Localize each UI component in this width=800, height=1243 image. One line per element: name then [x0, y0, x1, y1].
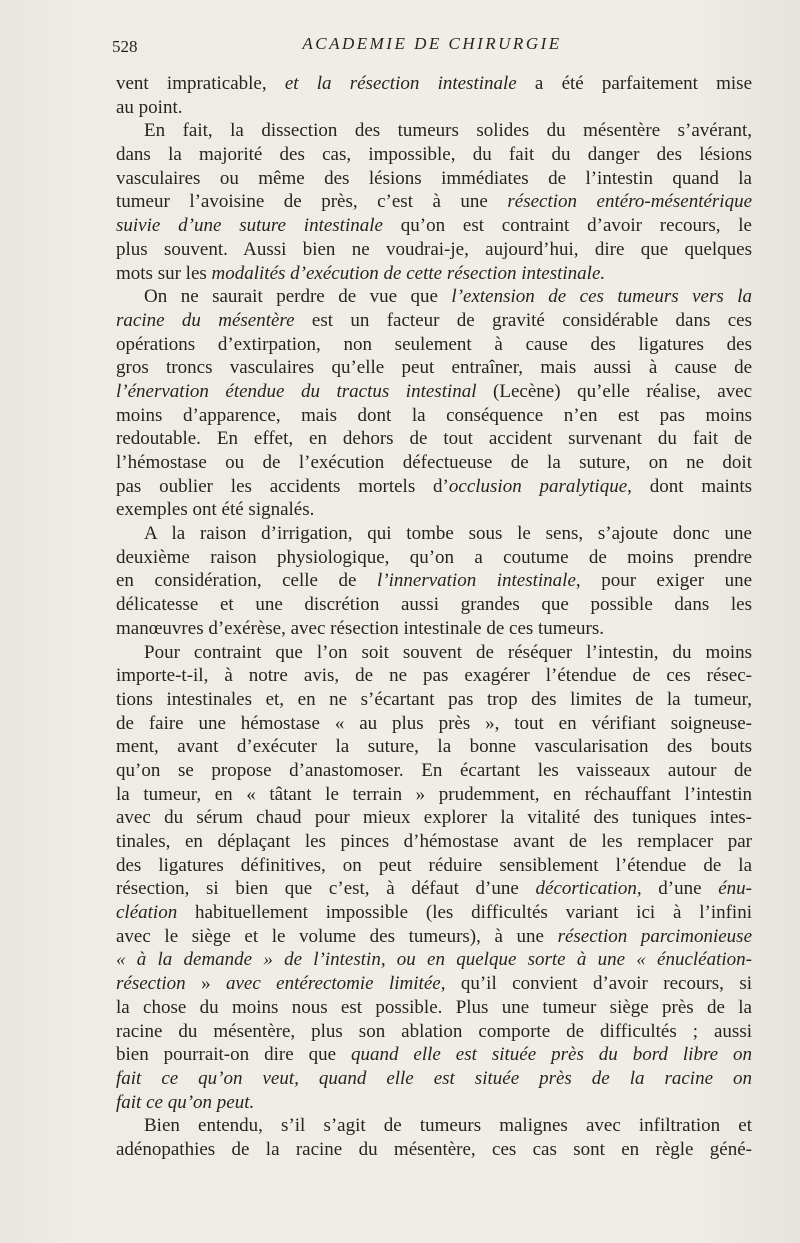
text-line [116, 475, 752, 499]
text-run: de faire une hémostase « au plus près », tout en vérifiant soigneuse- [116, 712, 752, 734]
italic-text: résection [116, 973, 186, 995]
text-run: qu’on se propose d’anastomoser. En écartant les vaisseaux autour de [116, 759, 752, 781]
text-line [116, 783, 752, 807]
text-line [116, 1043, 752, 1067]
text-line [116, 119, 752, 143]
text-run: la tumeur, en « tâtant le terrain » prudemment, en réchauffant l’intestin [116, 783, 752, 805]
text-run: vasculaires ou même des lésions immédiates de l’intestin quand la [116, 167, 752, 189]
italic-text: décortication [535, 878, 637, 900]
text-run: (Lecène) qu’elle réalise, avec [476, 380, 752, 402]
text-line [116, 238, 752, 262]
text-run: , qu’il convient d’avoir recours, si [440, 973, 752, 995]
text-line [116, 1020, 752, 1044]
text-run: , dont maints [627, 475, 752, 497]
text-run: On ne saurait perdre de vue que [144, 286, 452, 308]
text-run: est un facteur de gravité considérable dans ces [294, 309, 752, 331]
text-line [116, 593, 752, 617]
text-line [116, 830, 752, 854]
text-run: la chose du moins nous est possible. Plus une tumeur siège près de la [116, 996, 752, 1018]
italic-text: suivie d’une suture intestinale [116, 215, 383, 237]
text-line [116, 996, 752, 1020]
text-run: , pour exiger une [575, 570, 753, 592]
text-run: délicatesse et une discrétion aussi grandes que possible dans les [116, 594, 752, 616]
text-line [116, 190, 752, 214]
italic-text: avec entérectomie limitée [225, 973, 441, 995]
text-run: tinales, en déplaçant les pinces d’hémostase avant de les remplacer par [116, 831, 752, 852]
text-line [116, 948, 752, 972]
text-line [116, 309, 752, 333]
running-title: ACADEMIE DE CHIRURGIE [302, 34, 562, 53]
italic-text: l’innervation intestinale [377, 570, 576, 592]
text-line [116, 735, 752, 759]
text-line [116, 901, 752, 925]
text-run: gros troncs vasculaires qu’elle peut entraîner, mais aussi à cause de [116, 357, 752, 379]
text-run: deuxième raison physiologique, qu’on a coutume de moins prendre [116, 546, 752, 568]
text-line [116, 569, 752, 593]
italic-text: occlusion paralytique [448, 475, 628, 497]
text-line [116, 285, 752, 309]
italic-text: racine du mésentère [116, 309, 295, 331]
italic-text: l’énervation étendue du tractus intestinal [116, 380, 477, 402]
text-run: habituellement impossible (les difficultés variant ici à l’infini [177, 902, 752, 924]
text-run: manœuvres d’exérèse, avec résection intestinale de ces tumeurs. [116, 617, 604, 639]
text-run: opérations d’extirpation, non seulement à cause des ligatures des [116, 333, 752, 355]
text-run: racine du mésentère, plus son ablation comporte de difficultés ; aussi [116, 1020, 752, 1042]
text-run: moins d’apparence, mais dont la conséquence n’en est pas moins [116, 404, 752, 426]
text-line [116, 96, 752, 120]
text-run: vent impraticable, [116, 73, 285, 94]
text-line [116, 806, 752, 830]
text-run: en considération, celle de [116, 570, 377, 592]
text-run: l’hémostase ou de l’exécution défectueuse de la suture, on ne doit [116, 452, 752, 473]
text-line [116, 380, 752, 404]
text-line [116, 972, 752, 996]
text-line [116, 333, 752, 357]
italic-text: modalités d’exécution de cette résection intestinale. [211, 262, 606, 284]
text-run: importe-t-il, à notre avis, de ne pas exagérer l’étendue de ces résec- [116, 665, 752, 687]
text-line [116, 451, 752, 475]
text-run: , d’une [636, 878, 719, 900]
body-text [116, 72, 752, 1162]
text-line [116, 356, 752, 380]
italic-text: quand elle est située près du bord libre on [350, 1044, 753, 1066]
text-line [116, 759, 752, 783]
text-line [116, 617, 752, 641]
text-run: tumeur l’avoisine de près, c’est à une [116, 191, 508, 213]
text-line [116, 854, 752, 878]
text-run: résection, si bien que c’est, à défaut d’une [116, 878, 536, 900]
text-run: exemples ont été signalés. [116, 499, 315, 521]
text-line [116, 641, 752, 665]
text-line [116, 167, 752, 191]
text-run: adénopathies de la racine du mésentère, ces cas sont en règle géné- [116, 1138, 752, 1160]
text-line [116, 1067, 752, 1091]
text-run: redoutable. En effet, en dehors de tout accident survenant du fait de [116, 428, 752, 450]
text-run: pas oublier les accidents mortels d’ [116, 475, 449, 497]
italic-text: énu- [718, 878, 752, 900]
text-line [116, 712, 752, 736]
text-line [116, 262, 752, 286]
text-line [116, 404, 752, 428]
text-line [116, 72, 752, 96]
italic-text: fait ce qu’on peut. [116, 1091, 255, 1113]
text-run: avec du sérum chaud pour mieux explorer la vitalité des tuniques intes- [116, 807, 752, 829]
page-number: 528 [112, 37, 138, 56]
text-run: ment, avant d’exécuter la suture, la bonne vascularisation des bouts [116, 736, 752, 758]
text-run: des ligatures définitives, on peut réduire sensiblement l’étendue de la [116, 854, 752, 876]
text-run: Bien entendu, s’il s’agit de tumeurs malignes avec infiltration et [144, 1115, 752, 1137]
text-line [116, 925, 752, 949]
italic-text: résection entéro-mésentérique [507, 191, 753, 213]
italic-text: résection parcimonieuse [557, 925, 752, 947]
italic-text: fait ce qu’on veut, quand elle est située près de la racine on [116, 1067, 752, 1089]
text-run: a été parfaitement mise [516, 73, 753, 94]
text-line [116, 214, 752, 238]
text-line [116, 546, 752, 570]
text-line [116, 688, 752, 712]
text-line [116, 143, 752, 167]
italic-text: « à la demande » de l’intestin, ou en quelque sorte à une « énucléation- [116, 949, 752, 971]
text-run: tions intestinales et, en ne s’écartant pas trop des limites de la tumeur, [116, 688, 752, 710]
text-line [116, 522, 752, 546]
text-run: au point. [116, 96, 183, 118]
text-line [116, 664, 752, 688]
text-line [116, 1138, 752, 1162]
italic-text: l’extension de ces tumeurs vers la [451, 286, 752, 308]
text-run: avec le siège et le volume des tumeurs), à une [116, 925, 558, 947]
text-run: plus souvent. Aussi bien ne voudrai-je, aujourd’hui, dire que quelques [116, 238, 752, 260]
text-line [116, 1114, 752, 1138]
text-run: mots sur les [116, 262, 212, 284]
text-line [116, 427, 752, 451]
text-run: A la raison d’irrigation, qui tombe sous le sens, s’ajoute donc une [144, 523, 752, 545]
italic-text: et la résection intestinale [284, 73, 517, 94]
text-run: bien pourrait-on dire que [116, 1044, 351, 1066]
text-run: En fait, la dissection des tumeurs solides du mésentère s’avérant, [144, 120, 752, 142]
text-line [116, 877, 752, 901]
text-line [116, 498, 752, 522]
page-header [112, 34, 752, 60]
text-run: dans la majorité des cas, impossible, du fait du danger des lésions [116, 144, 752, 166]
text-line [116, 1091, 752, 1115]
text-run: » [185, 973, 226, 995]
text-run: qu’on est contraint d’avoir recours, le [382, 215, 752, 237]
italic-text: cléation [116, 902, 178, 924]
text-run: Pour contraint que l’on soit souvent de réséquer l’intestin, du moins [144, 641, 752, 663]
